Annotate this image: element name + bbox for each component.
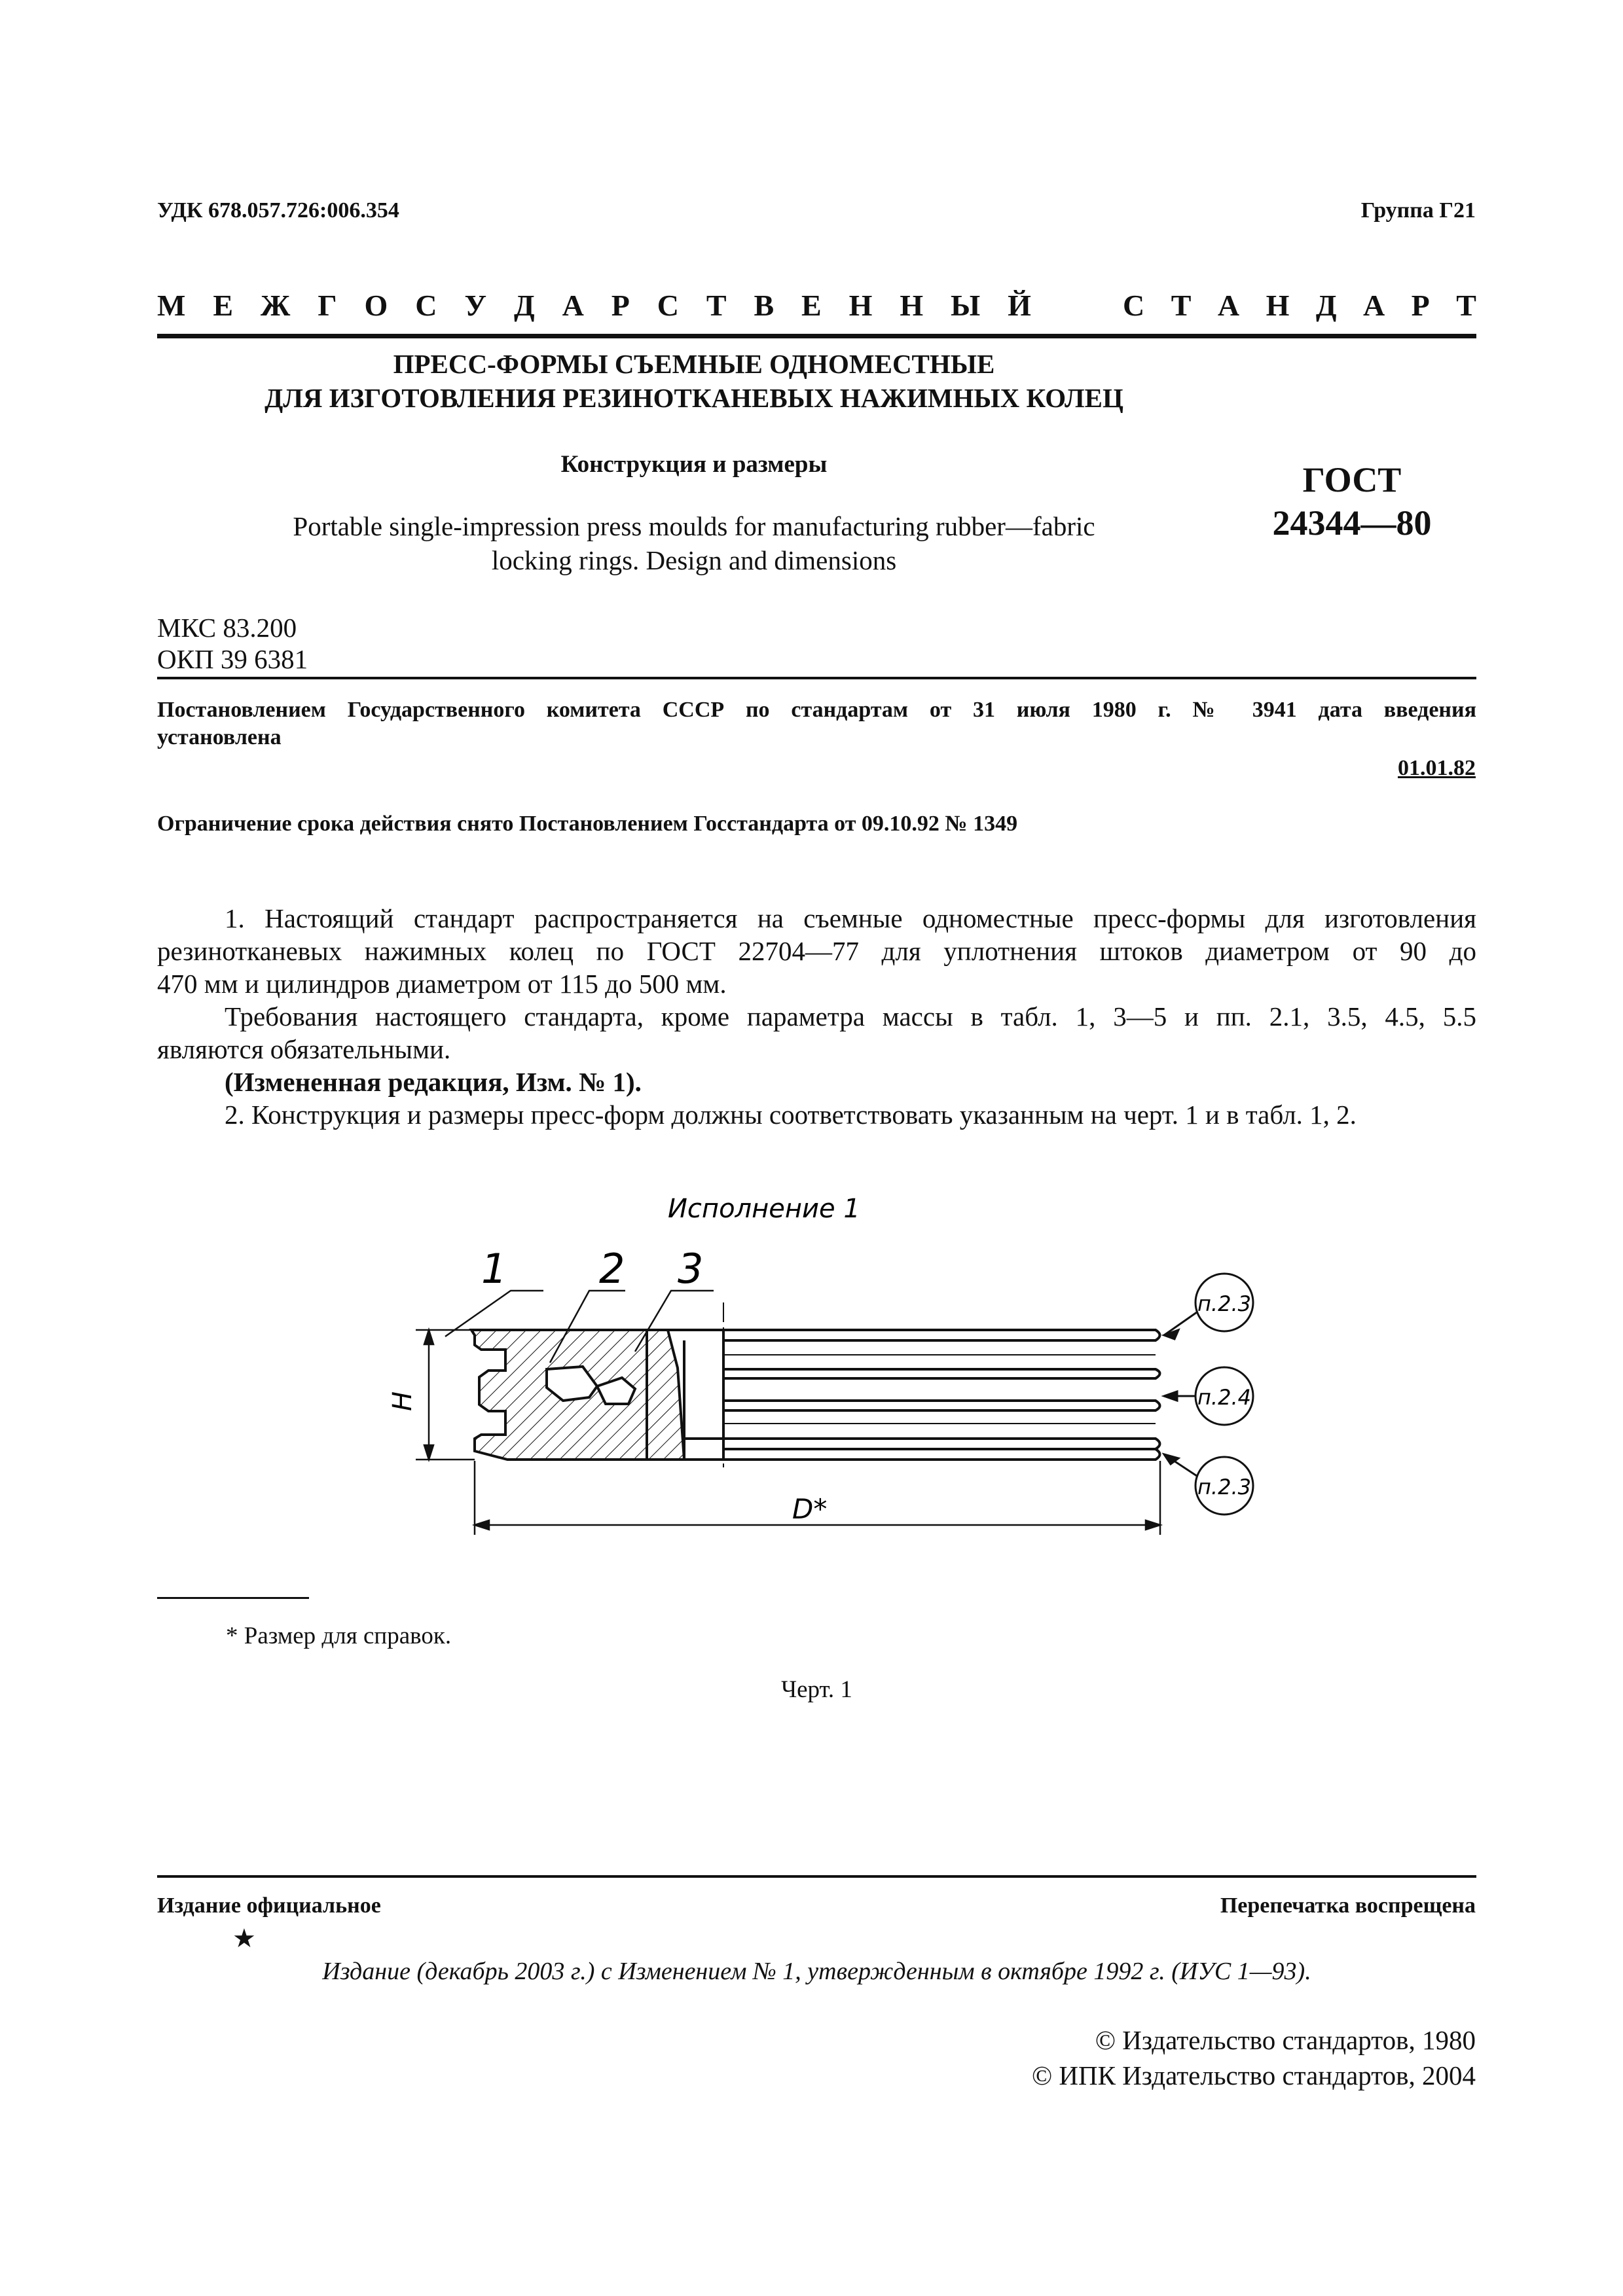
banner-letter: А xyxy=(1362,289,1385,322)
banner-letter: Н xyxy=(900,289,924,322)
english-title xyxy=(157,509,1231,577)
banner-letter: В xyxy=(754,289,775,322)
p1-line-1: 1. Настоящий стандарт распространяется на съемные одноместные пресс-формы для изготовления xyxy=(225,903,1476,933)
gost-number: 24344—80 xyxy=(1272,503,1432,543)
footnote: * Размер для справок. xyxy=(226,1623,452,1649)
p4-line: 2. Конструкция и размеры пресс-форм должны соответствовать указанным на черт. 1 и в табл. 1, 2. xyxy=(225,1100,1357,1130)
group-code: Группа Г21 xyxy=(1360,198,1476,223)
gost-label: ГОСТ xyxy=(1302,460,1402,499)
technical-drawing xyxy=(367,1178,1283,1545)
banner-letter: Т xyxy=(1456,289,1476,322)
gost-designation xyxy=(1244,458,1460,545)
banner-letter: А xyxy=(562,289,584,322)
banner-letter: Д xyxy=(514,289,535,322)
copyrights xyxy=(1032,2022,1476,2093)
banner-word-interstate xyxy=(157,288,1031,323)
banner-word-standard xyxy=(1123,288,1476,323)
decree-line-2: установлена xyxy=(157,725,282,749)
restriction-note: Ограничение срока действия снято Постановлением Госстандарта от 09.10.92 № 1349 xyxy=(157,812,1018,836)
footer-rule xyxy=(157,1875,1476,1878)
edition-note: Издание (декабрь 2003 г.) с Изменением № 1, утвержденным в октябре 1992 г. (ИУС 1—93). xyxy=(322,1958,1311,1985)
p2-line-1: Требования настоящего стандарта, кроме параметра массы в табл. 1, 3—5 и пп. 2.1, 3.5, 4.5, 5.5 xyxy=(225,1001,1476,1031)
banner-letter: Ы xyxy=(951,289,981,322)
banner-letter: С xyxy=(1123,289,1145,322)
subtitle: Конструкция и размеры xyxy=(560,451,828,478)
banner-letter: У xyxy=(464,289,487,322)
copyright-2: © ИПК Издательство стандартов, 2004 xyxy=(1031,2060,1476,2090)
document-title xyxy=(157,347,1231,415)
dimension-d-label: D* xyxy=(792,1493,828,1525)
banner-rule xyxy=(157,334,1476,338)
standard-banner xyxy=(157,288,1476,323)
banner-letter: М xyxy=(157,289,186,322)
copyright-1: © Издательство стандартов, 1980 xyxy=(1095,2025,1476,2055)
dimension-h-label: H xyxy=(388,1391,418,1411)
banner-letter: Т xyxy=(706,289,727,322)
footnote-rule xyxy=(157,1597,309,1599)
p1-line-3: 470 мм и цилиндров диаметром от 115 до 500 мм. xyxy=(157,969,727,999)
banner-letter: С xyxy=(657,289,679,322)
title-line-2: ДЛЯ ИЗГОТОВЛЕНИЯ РЕЗИНОТКАНЕВЫХ НАЖИМНЫХ КОЛЕЦ xyxy=(264,383,1123,413)
banner-letter: Е xyxy=(801,289,822,322)
banner-letter: Н xyxy=(1266,289,1290,322)
decree-line-1: Постановлением Государственного комитета СССР по стандартам от 31 июля 1980 г. № 3941 дата введения xyxy=(157,698,1476,722)
mould-right-view xyxy=(668,1330,1160,1460)
banner-letter: С xyxy=(415,289,437,322)
banner-letter: Й xyxy=(1008,289,1031,322)
english-title-line-2: locking rings. Design and dimensions xyxy=(491,545,897,575)
mks-code: МКС 83.200 xyxy=(157,613,297,643)
banner-letter: Г xyxy=(318,289,337,322)
ref-label-3: п.2.3 xyxy=(1197,1475,1251,1499)
banner-letter: Р xyxy=(1411,289,1430,322)
figure-caption: Черт. 1 xyxy=(781,1676,852,1703)
star-mark: ★ xyxy=(232,1924,256,1953)
drawing-caption: Исполнение 1 xyxy=(668,1194,860,1224)
part-number-3: 3 xyxy=(678,1245,704,1293)
banner-letter: Д xyxy=(1315,289,1337,322)
banner-letter: Т xyxy=(1171,289,1192,322)
english-title-line-1: Portable single-impression press moulds for manufacturing rubber—fabric xyxy=(293,511,1095,541)
banner-letter: Н xyxy=(848,289,873,322)
introduction-date: 01.01.82 xyxy=(1398,756,1476,780)
banner-letter: Е xyxy=(213,289,234,322)
banner-letter: Р xyxy=(611,289,630,322)
banner-letter: Ж xyxy=(260,289,291,322)
title-line-1: ПРЕСС-ФОРМЫ СЪЕМНЫЕ ОДНОМЕСТНЫЕ xyxy=(393,349,995,379)
reprint-prohibited: Перепечатка воспрещена xyxy=(1220,1893,1476,1918)
ref-label-1: п.2.3 xyxy=(1197,1291,1251,1316)
p2-line-2: являются обязательными. xyxy=(157,1034,451,1064)
banner-letter: А xyxy=(1217,289,1240,322)
dimension-h xyxy=(416,1330,475,1460)
banner-letter: О xyxy=(364,289,388,322)
classification-codes xyxy=(157,612,308,675)
ref-label-2: п.2.4 xyxy=(1197,1385,1251,1410)
part-number-2: 2 xyxy=(599,1245,625,1293)
part-number-1: 1 xyxy=(481,1245,507,1293)
udk-code: УДК 678.057.726:006.354 xyxy=(157,198,399,223)
body-text xyxy=(157,902,1476,1131)
official-edition: Издание официальное xyxy=(157,1893,381,1918)
p1-line-2: резинотканевых нажимных колец по ГОСТ 22704—77 для уплотнения штоков диаметром от 90 до xyxy=(157,936,1476,966)
okp-code: ОКП 39 6381 xyxy=(157,644,308,674)
codes-rule xyxy=(157,677,1476,679)
mould-part-3 xyxy=(647,1330,684,1460)
amendment-note: (Измененная редакция, Изм. № 1). xyxy=(225,1067,642,1097)
